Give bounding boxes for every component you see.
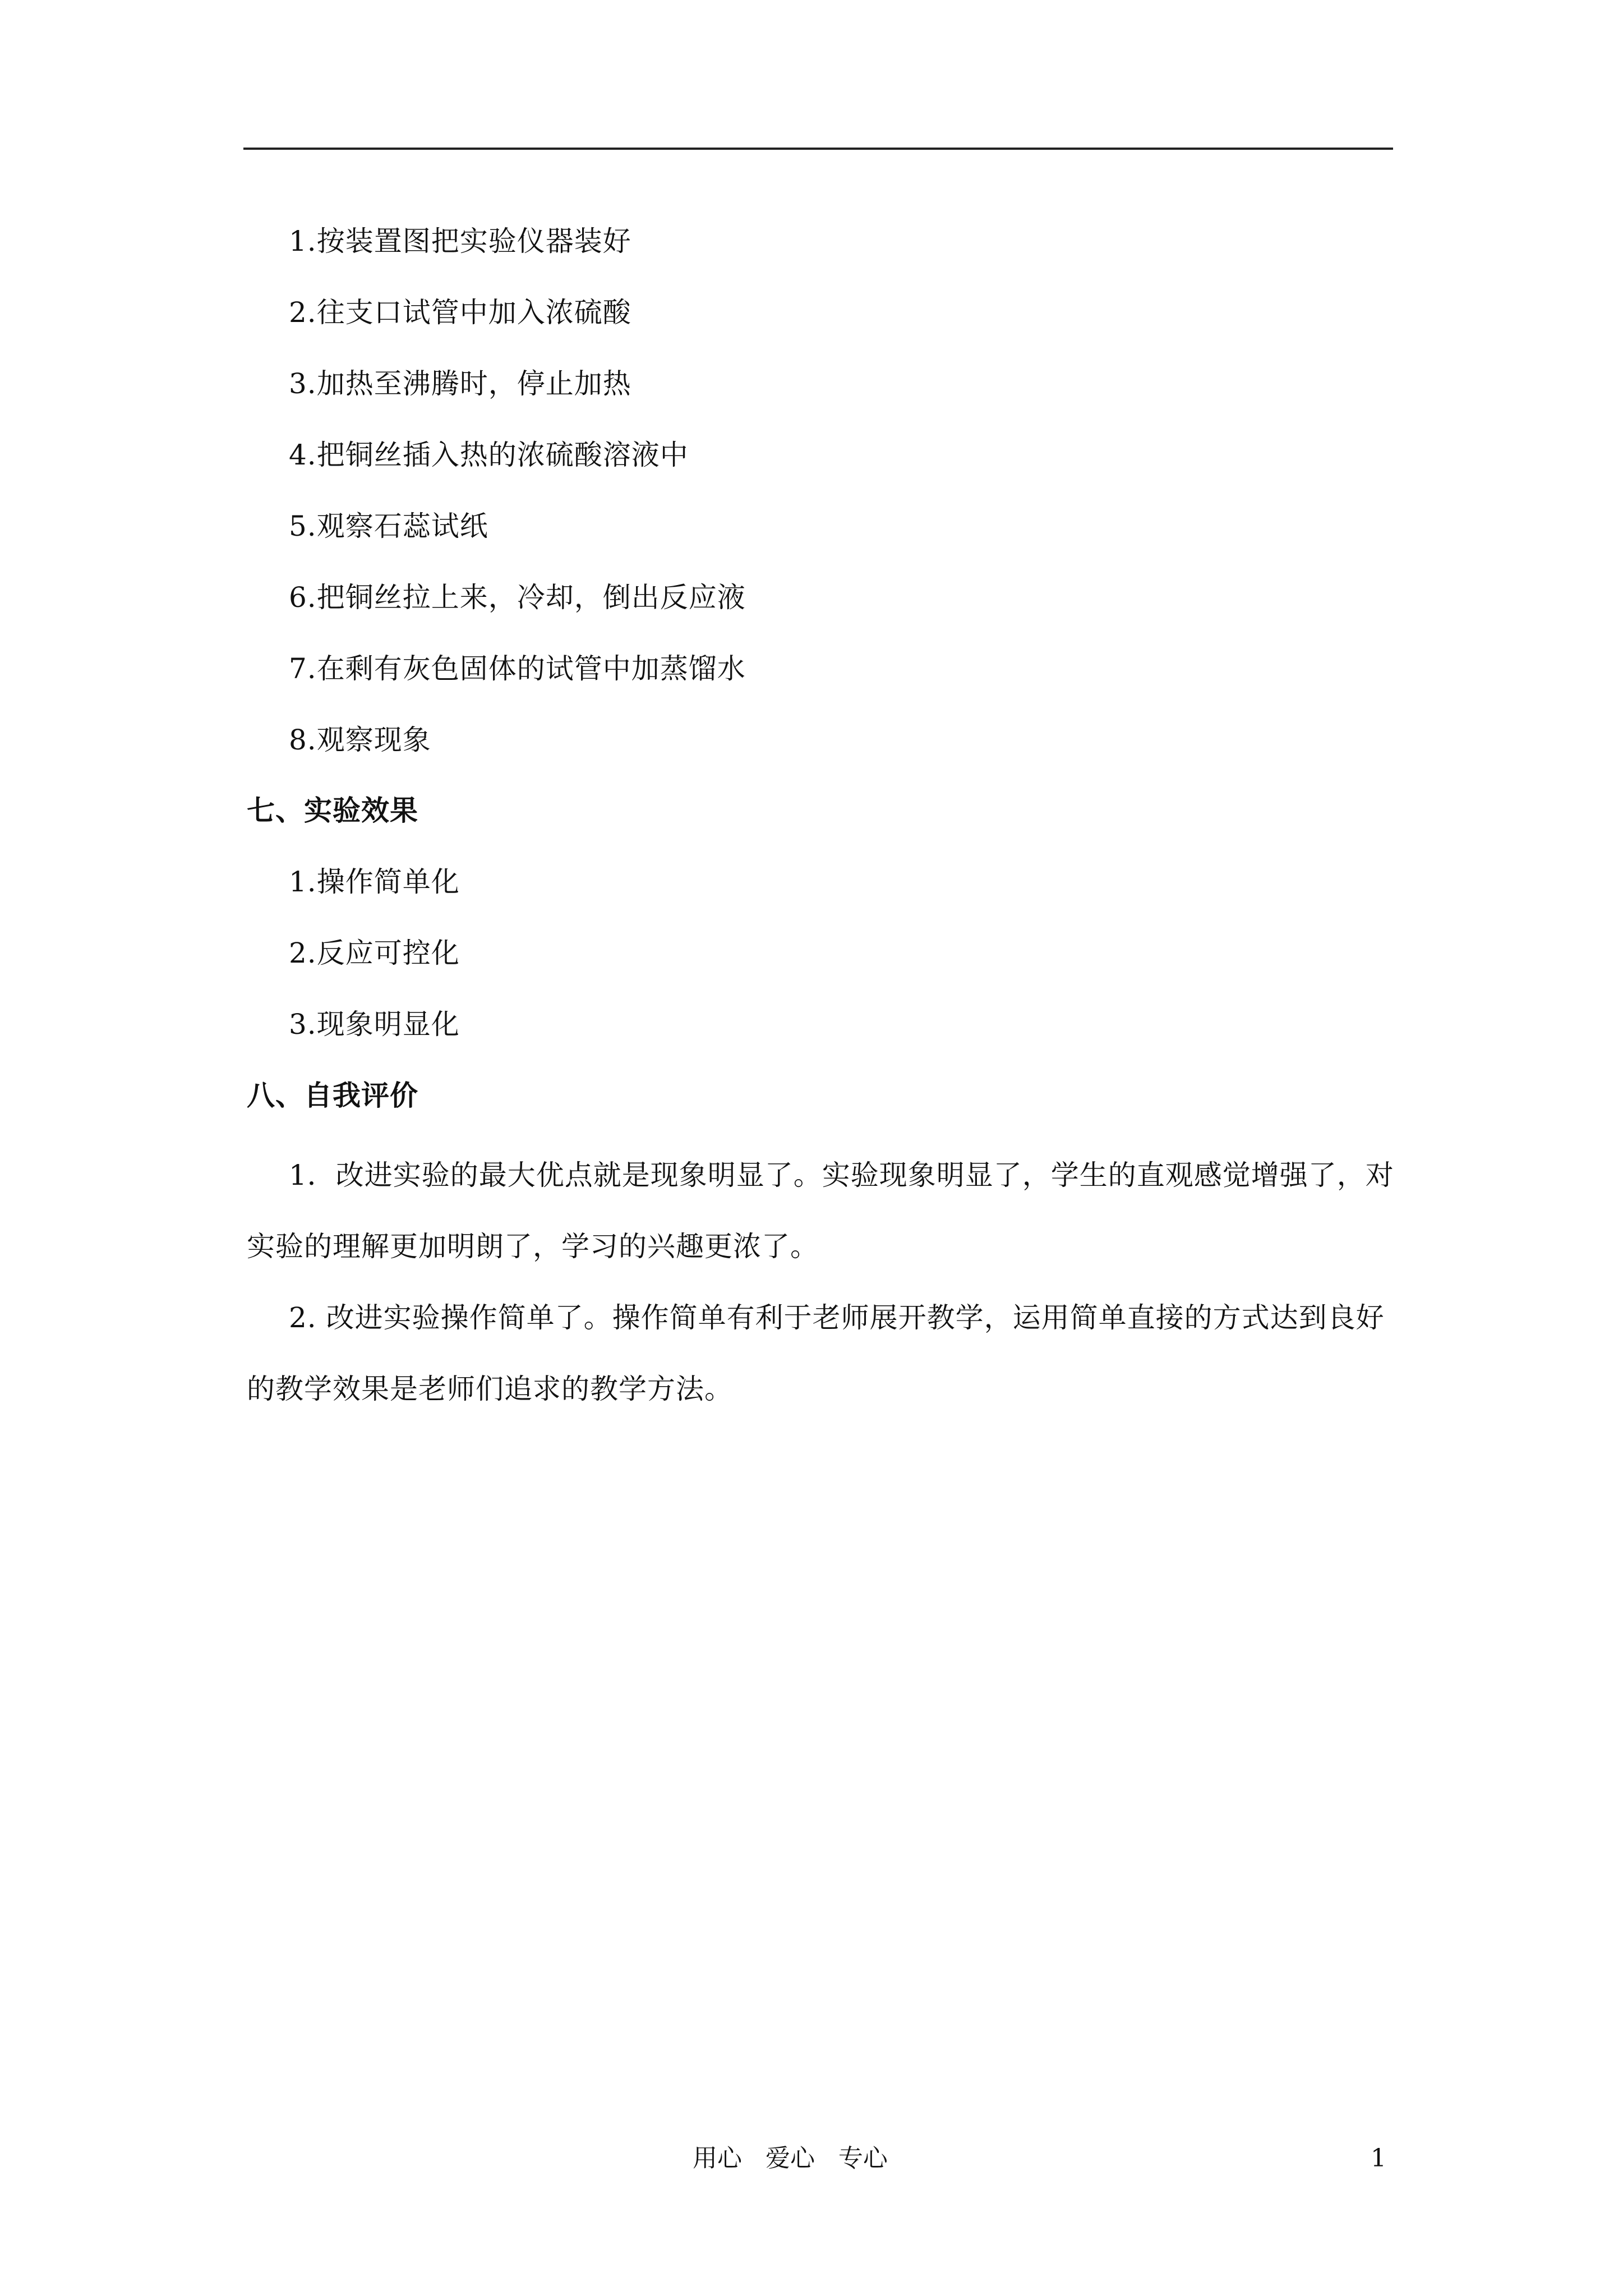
section-8-paragraph-2-line-1: 2. 改进实验操作简单了。操作简单有利于老师展开教学，运用简单直接的方式达到良好 <box>289 1301 1385 1334</box>
section-8-heading: 八、自我评价 <box>247 1079 418 1112</box>
section-8-paragraph-1-line-2: 实验的理解更加明朗了，学习的兴趣更浓了。 <box>247 1230 819 1263</box>
footer-motto: 用心 爱心 专心 <box>693 2144 888 2173</box>
section-7-item-1: 1.操作简单化 <box>289 866 460 898</box>
section-7-item-2: 2.反应可控化 <box>289 937 460 969</box>
step-8: 8.观察现象 <box>289 724 431 756</box>
step-3: 3.加热至沸腾时，停止加热 <box>289 367 631 400</box>
step-4: 4.把铜丝插入热的浓硫酸溶液中 <box>289 439 689 471</box>
step-1: 1.按装置图把实验仪器装好 <box>289 225 631 257</box>
step-2: 2.往支口试管中加入浓硫酸 <box>289 296 631 329</box>
step-7: 7.在剩有灰色固体的试管中加蒸馏水 <box>289 652 746 685</box>
section-8-paragraph-1-line-1: 1．改进实验的最大优点就是现象明显了。实验现象明显了，学生的直观感觉增强了，对 <box>289 1159 1394 1191</box>
header-rule <box>243 148 1393 150</box>
step-6: 6.把铜丝拉上来，冷却，倒出反应液 <box>289 581 746 614</box>
section-8-paragraph-2-line-2: 的教学效果是老师们追求的教学方法。 <box>247 1373 733 1405</box>
section-7-heading: 七、实验效果 <box>247 794 418 827</box>
page-number: 1 <box>1371 2144 1386 2173</box>
step-5: 5.观察石蕊试纸 <box>289 510 488 542</box>
section-7-item-3: 3.现象明显化 <box>289 1008 460 1041</box>
